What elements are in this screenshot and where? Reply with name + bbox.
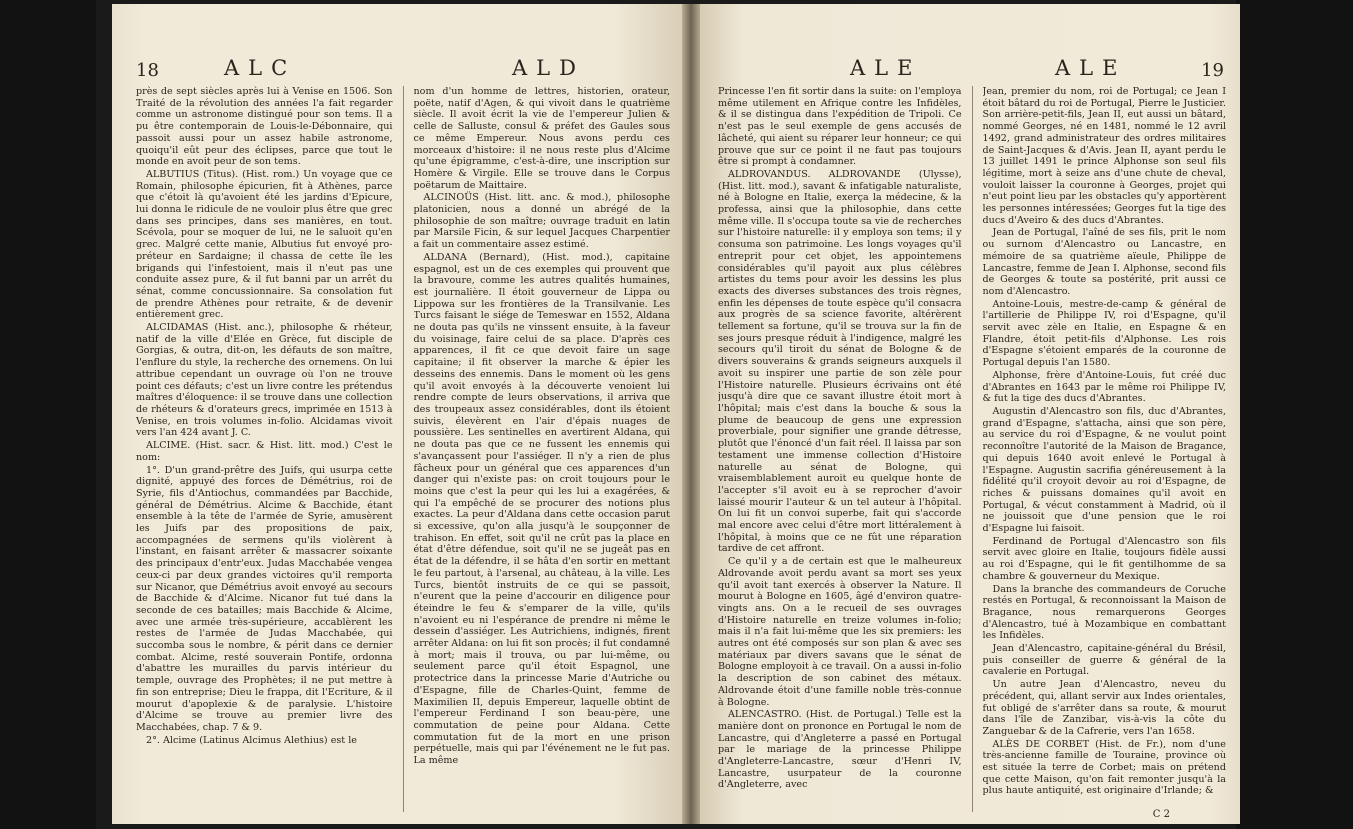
paragraph: Jean, premier du nom, roi de Portugal; ce Jean I étoit bâtard du roi de Portugal, Pierre le Justicier. Son arrière-petit-fils, Jean II, eut aussi un bâtard, nommé Georges, né en 1481, nommé le 12 avril 1492, grand administrateur des ordres militaires de Saint-Jacques & d'Avis. Jean II, ayant perdu le 13 juillet 1491 le prince Alphonse son seul fils légitime, mort à seize ans d'une chute de cheval, vouloit laisser la couronne à Georges, projet qui n'eut point lieu par les obstacles qu'y apportèrent les personnes intéressées; Georges fut la tige des ducs d'Aveiro & des ducs d'Abrantes. xyxy=(982,86,1226,226)
paragraph: près de sept siècles après lui à Venise en 1506. Son Traité de la révolution des années l'a fait regarder comme un astronome distingué pour son tems. Il a pu être contemporain de Louis-le-Débonnaire, qui passoit aussi pour un assez habile astronome, quoiqu'il eût peur des éclipses, parce que tout le monde en avoit peur de son tems. xyxy=(136,86,393,168)
paragraph: Antoine-Louis, mestre-de-camp & général de l'artillerie de Philippe IV, roi d'Espagne, qu'il servit avec zèle en Italie, en Espagne & en Flandre, étoit petit-fils d'Alphonse. Les rois d'Espagne s'étoient emparés de la couronne de Portugal depuis l'an 1580. xyxy=(982,298,1226,369)
paragraph: Jean d'Alencastro, capitaine-général du Brésil, puis conseiller de guerre & général de la cavalerie en Portugal. xyxy=(982,643,1226,678)
paragraph: nom d'un homme de lettres, historien, orateur, poëte, natif d'Agen, & qui vivoit dans le quatrième siècle. Il avoit écrit la vie de l'empereur Julien & celle de Salluste, consul & préfet des Gaules sous ce même Empereur. Nous avons perdu ces morceaux d'histoire: il ne nous reste plus d'Alcime qu'une épigramme, c'est-à-dire, une inscription sur Homère & Virgile. Elle se trouve dans le Corpus poëtarum de Maittaire. xyxy=(413,86,670,191)
running-head-alc: ALC xyxy=(224,56,297,80)
paragraph: ALDROVANDUS. ALDROVANDE (Ulysse), (Hist. litt. mod.), savant & infatigable naturaliste, né à Bologne en Italie, exerça la médecine, & la professa, ainsi que la philosophie, dans cette même ville. Il s'occupa toute sa vie de recherches sur l'histoire naturelle: il y employa son tems; il y consuma son patrimoine. Les longs voyages qu'il entreprit pour cet objet, les appointemens considérables qu'il payoit aux plus célèbres artistes du tems pour avoir les dessins les plus exacts des diverses substances des trois règnes, enfin les dépenses de toute espèce qu'il consacra aux progrès de sa science favorite, altérèrent tellement sa fortune, qu'il se trouva sur la fin de ses jours presque réduit à l'indigence, malgré les secours qu'il tiroit du sénat de Bologne & de divers souverains & grands seigneurs auxquels il avoit su inspirer une partie de son zèle pour l'Histoire naturelle. Plusieurs écrivains ont été jusqu'à dire que ce savant illustre étoit mort à l'hôpital; mais c'est dans la bouche & sous la plume de beaucoup de gens une expression proverbiale, pour signifier une grande détresse, plutôt que l'énoncé d'un fait réel. Il laissa par son testament une immense collection d'Histoire naturelle au sénat de Bologne, qui vraisemblablement auroit eu quelque honte de l'accepter s'il avoit eu à se reprocher d'avoir laissé mourir l'auteur & un tel auteur à l'hôpital. On lui fit un convoi superbe, fait qui s'accorde mal encore avec celui d'être mort littéralement à l'hôpital, à moins que ce ne fût une réparation tardive de cet affront. xyxy=(718,168,962,555)
book-gutter xyxy=(682,4,700,824)
right-page-columns xyxy=(718,86,1226,812)
page-number-right: 19 xyxy=(1201,60,1224,81)
paragraph: Ferdinand de Portugal d'Alencastro son fils servit avec gloire en Italie, toujours fidèle aussi au roi d'Espagne, qui le fit gentilhomme de sa chambre & gouverneur du Mexique. xyxy=(982,535,1226,582)
left-page-column-1 xyxy=(136,86,393,812)
left-page-column-2 xyxy=(414,86,671,812)
paragraph: ALBUTIUS (Titus). (Hist. rom.) Un voyage que ce Romain, philosophe épicurien, fit à Athènes, parce que c'étoit là qu'avoient été les jardins d'Epicure, lui donna le ridicule de ne vouloir plus être que grec dans ses principes, dans ses manières, en tout. Scévola, pour se moquer de lui, ne le saluoit qu'en grec. Malgré cette manie, Albutius fut envoyé pro-préteur en Sardaigne; il chassa de cette île les brigands qui l'infestoient, mais il n'eut pas une conduite assez pure, & il fut banni par un arrêt du sénat, comme concussionnaire. Sa consolation fut de prendre Athènes pour retraite, & de devenir entièrement grec. xyxy=(136,168,393,321)
paragraph: Alphonse, frère d'Antoine-Louis, fut créé duc d'Abrantes en 1643 par le même roi Philippe IV, & fut la tige des ducs d'Abrantes. xyxy=(982,369,1226,405)
paragraph: Un autre Jean d'Alencastro, neveu du précédent, qui, allant servir aux Indes orientales, fut obligé de s'arrêter dans sa route, & mourut dans l'île de Zanzibar, vis-à-vis la côte du Zanguebar & de la Cafrerie, vers l'an 1658. xyxy=(982,679,1226,737)
right-page-column-2 xyxy=(983,86,1227,812)
paragraph: 1°. D'un grand-prêtre des Juifs, qui usurpa cette dignité, appuyé des forces de Démétrius, roi de Syrie, fils d'Antiochus, commandées par Bacchide, général de Démétrius. Alcime & Bacchide, étant ensemble à la tête de l'armée de Syrie, amusèrent les Juifs par des propositions de paix, accompagnées de sermens qu'ils violèrent à l'instant, en faisant arrêter & massacrer soixante des principaux d'entr'eux. Judas Macchabée vengea ceux-ci par deux grandes victoires qu'il remporta sur Nicanor, que Démétrius avoit envoyé au secours de Bacchide & d'Alcime. Nicanor fut tué dans la seconde de ces batailles; mais Bacchide & Alcime, avec une armée très-supérieure, accablèrent les restes de l'armée de Judas Macchabée, qui succomba sous le nombre, & périt dans ce dernier combat. Alcime, resté souverain Pontife, ordonna d'abattre les murailles du parvis intérieur du temple, ouvrage des Prophètes; il ne put mettre à fin son entreprise; Dieu le frappa, dit l'Ecriture, & il mourut d'apoplexie & de paralysie. L'histoire d'Alcime se trouve au premier livre des Macchabées, chap. 7 & 9. xyxy=(136,464,393,733)
left-page xyxy=(112,4,682,824)
paragraph: ALDANA (Bernard), (Hist. mod.), capitaine espagnol, est un de ces exemples qui prouvent que la bravoure, comme les autres qualités humaines, est journalière. Il étoit gouverneur de Lippa ou Lippowa sur les frontières de la Transilvanie. Les Turcs faisant le siége de Temeswar en 1552, Aldana ne douta pas qu'ils ne vinssent ensuite, à la faveur du voisinage, faire celui de sa place. D'après ces apparences, il fit ce que devoit faire un sage capitaine; il fit observer la marche & épier les desseins des ennemis. Dans le moment où les gens qu'il avoit envoyés à la découverte venoient lui rendre compte de leurs observations, il arriva que des troupeaux assez considérables, dont ils étoient suivis, élevèrent en l'air d'épais nuages de poussière. Les sentinelles en avertirent Aldana, qui ne douta pas que ce ne fussent les ennemis qui s'avançassent pour l'assiéger. Il n'y a rien de plus fâcheux pour un général que ces apparences d'un danger qui n'existe pas: on croit toujours pour le moins que c'est la peur qui les lui a exagérées, & qui l'a empêché de se procurer des notions plus exactes. La peur d'Aldana dans cette occasion parut si excessive, qu'on alla jusqu'à le soupçonner de trahison. En effet, soit qu'il ne crût pas la place en état d'être défendue, soit qu'il ne se jugeât pas en état de la défendre, il se hâta d'en sortir en mettant le feu partout, à l'arsenal, au château, à la ville. Les Turcs, bientôt instruits de ce qui se passoit, n'eurent que la peine d'accourir en diligence pour éteindre le feu & s'emparer de la ville, qu'ils n'avoient eu ni l'espérance de prendre ni même le dessein d'assiéger. Les Autrichiens, indignés, firent arrêter Aldana: on lui fit son procès; il fut condamné à mort; mais il trouva, ou par lui-même, ou seulement parce qu'il étoit Espagnol, une protectrice dans la princesse Marie d'Autriche ou d'Espagne, fille de Charles-Quint, femme de Maximilien II, depuis Empereur, laquelle obtint de l'empereur Ferdinand I son beau-père, une commutation de peine pour Aldana. Cette commutation fut de la mort en une prison perpétuelle, mais qui par l'événement ne le fut pas. La même xyxy=(413,251,670,767)
page-number-left: 18 xyxy=(136,60,159,81)
signature-mark: C 2 xyxy=(1152,809,1170,820)
column-divider xyxy=(403,86,404,812)
column-divider xyxy=(972,86,973,812)
paragraph: ALÈS DE CORBET (Hist. de Fr.), nom d'une très-ancienne famille de Touraine, province où est située la terre de Corbet; mais on prétend que cette Maison, qu'on fait remonter jusqu'à la plus haute antiquité, est originaire d'Irlande; & xyxy=(982,738,1226,797)
paragraph: ALCINOÜS (Hist. litt. anc. & mod.), philosophe platonicien, nous a donné un abrégé de la philosophie de son maître; ouvrage traduit en latin par Marsile Ficin, & sur lequel Jacques Charpentier a fait un commentaire assez estimé. xyxy=(413,192,670,251)
paragraph: Ce qu'il y a de certain est que le malheureux Aldrovande avoit perdu avant sa mort ses yeux qu'il avoit tant exercés à observer la Nature. Il mourut à Bologne en 1605, âgé d'environ quatre-vingts ans. On a le recueil de ses ouvrages d'Histoire naturelle en treize volumes in-folio; mais il n'a fait lui-même que les six premiers: les autres ont été composés sur son plan & avec ses matériaux par divers savans que le sénat de Bologne employoit à ce travail. On a aussi in-folio la description de son cabinet des métaux. Aldrovande étoit d'une famille noble très-connue à Bologne. xyxy=(718,556,962,708)
paragraph: Augustin d'Alencastro son fils, duc d'Abrantes, grand d'Espagne, s'attacha, ainsi que son père, au service du roi d'Espagne, & ne voulut point reconnoître l'autorité de la Maison de Bragance, qui depuis 1640 avoit enlevé le Portugal à l'Espagne. Augustin sacrifia généreusement à la fidélité qu'il croyoit devoir au roi d'Espagne, de riches & puissans domaines qu'il avoit en Portugal, & vécut constamment à Madrid, où il ne jouissoit que d'une pension que le roi d'Espagne lui faisoit. xyxy=(982,405,1226,535)
paragraph: ALENCASTRO. (Hist. de Portugal.) Telle est la manière dont on prononce en Portugal le nom de Lancastre, qui d'Angleterre a passé en Portugal par le mariage de la princesse Philippe d'Angleterre-Lancastre, sœur d'Henri IV, Lancastre, usurpateur de la couronne d'Angleterre, avec xyxy=(718,709,962,791)
running-head-ald: ALD xyxy=(512,56,585,80)
paragraph: ALCIDAMAS (Hist. anc.), philosophe & rhéteur, natif de la ville d'Elée en Grèce, fut disciple de Gorgias, & outra, dit-on, les défauts de son maître, l'enflure du style, la recherche des ornemens. On lui attribue cependant un ouvrage où l'on ne trouve point ces défauts; c'est un livre contre les prétendus maîtres d'éloquence: il se trouve dans une collection de rhéteurs & d'orateurs grecs, imprimée en 1513 à Venise, en trois volumes in-folio. Alcidamas vivoit vers l'an 424 avant J. C. xyxy=(136,322,393,439)
right-page xyxy=(700,4,1240,824)
paragraph: Princesse l'en fit sortir dans la suite: on l'employa même utilement en Afrique contre les Infidèles, & il se distingua dans l'expédition de Tripoli. Ce n'est pas le seul exemple de gens accusés de lâcheté, qui aient su réparer leur honneur; ce qui prouve que sur ce point il ne faut pas toujours être si prompt à condamner. xyxy=(718,86,962,168)
paragraph: Jean de Portugal, l'aîné de ses fils, prit le nom ou surnom d'Alencastro ou Lancastre, en mémoire de sa quatrième aïeule, Philippe de Lancastre, femme de Jean I. Alphonse, second fils de Georges & toute sa postérité, prit aussi ce nom d'Alencastro. xyxy=(982,227,1226,297)
right-page-column-1 xyxy=(718,86,962,812)
paragraph: Dans la branche des commandeurs de Coruche restés en Portugal, & reconnoissant la Maison de Bragance, nous remarquerons Georges d'Alencastro, tué à Mozambique en combattant les Infidèles. xyxy=(982,583,1226,642)
left-page-columns xyxy=(136,86,670,812)
running-head-ale-left: ALE xyxy=(850,56,922,80)
paragraph: 2°. Alcime (Latinus Alcimus Alethius) est le xyxy=(146,734,357,746)
running-head-ale-right: ALE xyxy=(1055,56,1127,80)
paragraph: ALCIME. (Hist. sacr. & Hist. litt. mod.) C'est le nom: xyxy=(136,440,393,463)
